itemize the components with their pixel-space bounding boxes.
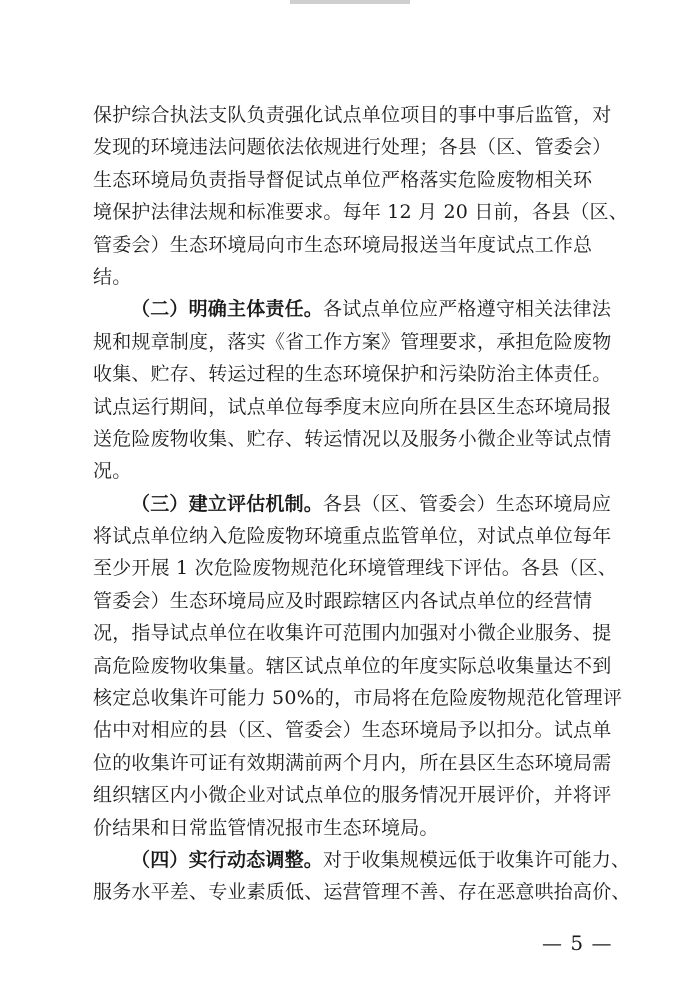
section-text: 对于收集规模远低于收集许可能力、 (323, 848, 631, 871)
text-line: 组织辖区内小微企业对试点单位的服务情况开展评价，并将评 (93, 784, 612, 807)
text-line: 至少开展 1 次危险废物规范化环境管理线下评估。各县（区、 (93, 557, 617, 580)
text-line: 收集、贮存、转运过程的生态环境保护和污染防治主体责任。 (93, 363, 612, 386)
text-line: 保护综合执法支队负责强化试点单位项目的事中事后监管，对 (93, 104, 612, 126)
text-line: 况。 (93, 460, 132, 483)
section-heading-line (93, 844, 631, 876)
section-heading: （四）实行动态调整。 (131, 848, 324, 871)
text-line: 生态环境局负责指导督促试点单位严格落实危险废物相关环 (93, 168, 593, 191)
text-line: 管委会）生态环境局向市生态环境局报送当年度试点工作总 (93, 233, 593, 256)
section-heading: （三）建立评估机制。 (131, 492, 324, 515)
text-line: 发现的环境违法问题依法依规进行处理；各县（区、管委会） (93, 136, 612, 159)
section-heading-line (93, 488, 612, 520)
section-heading-line (93, 293, 612, 325)
section-heading: （二）明确主体责任。 (131, 298, 324, 321)
text-line: 规和规章制度，落实《省工作方案》管理要求，承担危险废物 (93, 330, 612, 353)
page-number: — 5 — (542, 931, 613, 955)
document-body (93, 99, 631, 909)
text-line: 管委会）生态环境局应及时跟踪辖区内各试点单位的经营情 (93, 589, 593, 612)
text-line: 位的收集许可证有效期满前两个月内，所在县区生态环境局需 (93, 751, 612, 774)
section-text: 各县（区、管委会）生态环境局应 (323, 492, 612, 515)
text-line: 境保护法律法规和标准要求。每年 12 月 20 日前，各县（区、 (93, 201, 628, 224)
text-line: 况，指导试点单位在收集许可范围内加强对小微企业服务、提 (93, 622, 612, 645)
text-line: 送危险废物收集、贮存、转运情况以及服务小微企业等试点情 (93, 427, 612, 450)
section-text: 各试点单位应严格遵守相关法律法 (323, 298, 612, 321)
text-line: 将试点单位纳入危险废物环境重点监管单位，对试点单位每年 (93, 525, 612, 548)
text-line: 结。 (93, 265, 132, 288)
text-line: 服务水平差、专业素质低、运营管理不善、存在恶意哄抬高价、 (93, 881, 631, 904)
text-line: 估中对相应的县（区、管委会）生态环境局予以扣分。试点单 (93, 719, 612, 742)
scan-edge-mark (290, 0, 410, 4)
text-line: 试点运行期间，试点单位每季度末应向所在县区生态环境局报 (93, 395, 612, 418)
text-line: 价结果和日常监管情况报市生态环境局。 (93, 816, 439, 839)
text-line: 核定总收集许可能力 50%的，市局将在危险废物规范化管理评 (93, 687, 623, 710)
text-line: 高危险废物收集量。辖区试点单位的年度实际总收集量达不到 (93, 654, 612, 677)
